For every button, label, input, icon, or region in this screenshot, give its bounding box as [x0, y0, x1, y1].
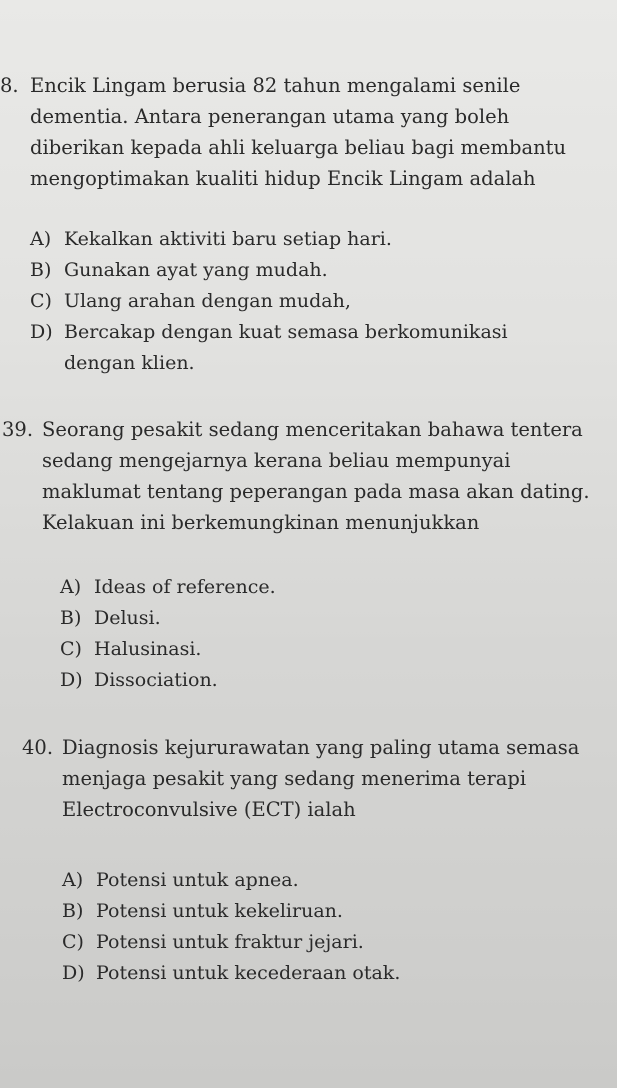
option-text: Potensi untuk apnea.: [96, 869, 299, 891]
option-text: Dissociation.: [94, 669, 218, 691]
option-text: Ulang arahan dengan mudah,: [64, 290, 351, 312]
stem-line: Seorang pesakit sedang menceritakan bahawa tentera: [42, 418, 583, 441]
stem-line: mengoptimakan kualiti hidup Encik Lingam adalah: [30, 167, 536, 190]
stem-line: Encik Lingam berusia 82 tahun mengalami senile: [30, 74, 521, 97]
option-text: Kekalkan aktiviti baru setiap hari.: [64, 228, 392, 250]
option-d[interactable]: [30, 317, 592, 379]
option-d[interactable]: [62, 958, 617, 989]
stem-line: sedang mengejarnya kerana beliau mempunyai: [42, 449, 511, 472]
question-40: [22, 732, 617, 989]
option-letter: D): [62, 962, 85, 984]
stem-line: maklumat tentang peperangan pada masa akan dating.: [42, 480, 590, 503]
option-b[interactable]: [60, 603, 602, 634]
option-text: Potensi untuk kekeliruan.: [96, 900, 343, 922]
option-text: Bercakap dengan kuat semasa berkomunikasi: [64, 321, 508, 343]
option-letter: B): [30, 259, 52, 281]
option-a[interactable]: [60, 572, 602, 603]
stem-line: menjaga pesakit yang sedang menerima terapi: [62, 767, 527, 790]
option-letter: A): [62, 869, 84, 891]
question-number: 8.: [0, 74, 19, 97]
option-d[interactable]: [60, 665, 602, 696]
option-text: Gunakan ayat yang mudah.: [64, 259, 328, 281]
option-c[interactable]: [62, 927, 617, 958]
question-stem: [22, 732, 617, 825]
option-letter: C): [60, 638, 82, 660]
option-b[interactable]: [62, 896, 617, 927]
question-39: [2, 414, 602, 696]
option-letter: D): [30, 321, 53, 343]
option-letter: D): [60, 669, 83, 691]
option-c[interactable]: [30, 286, 592, 317]
option-c[interactable]: [60, 634, 602, 665]
question-stem: [0, 70, 592, 194]
option-letter: A): [30, 228, 52, 250]
options-list: [2, 572, 602, 696]
option-letter: B): [62, 900, 84, 922]
option-letter: A): [60, 576, 82, 598]
question-stem: [2, 414, 602, 538]
option-text: Delusi.: [94, 607, 161, 629]
option-a[interactable]: [62, 865, 617, 896]
option-text-continuation: dengan klien.: [64, 352, 195, 374]
options-list: [22, 865, 617, 989]
option-text: Potensi untuk kecederaan otak.: [96, 962, 401, 984]
question-number: 40.: [22, 736, 54, 759]
option-b[interactable]: [30, 255, 592, 286]
option-a[interactable]: [30, 224, 592, 255]
option-text: Ideas of reference.: [94, 576, 276, 598]
question-38: [0, 70, 592, 379]
option-text: Halusinasi.: [94, 638, 202, 660]
question-number: 39.: [2, 418, 34, 441]
stem-line: diberikan kepada ahli keluarga beliau bagi membantu: [30, 136, 567, 159]
stem-line: Kelakuan ini berkemungkinan menunjukkan: [42, 511, 480, 534]
options-list: [0, 224, 592, 379]
stem-line: dementia. Antara penerangan utama yang boleh: [30, 105, 510, 128]
option-letter: C): [30, 290, 52, 312]
option-letter: C): [62, 931, 84, 953]
option-letter: B): [60, 607, 82, 629]
stem-line: Diagnosis kejururawatan yang paling utama semasa: [62, 736, 580, 759]
stem-line: Electroconvulsive (ECT) ialah: [62, 798, 356, 821]
option-text: Potensi untuk fraktur jejari.: [96, 931, 364, 953]
